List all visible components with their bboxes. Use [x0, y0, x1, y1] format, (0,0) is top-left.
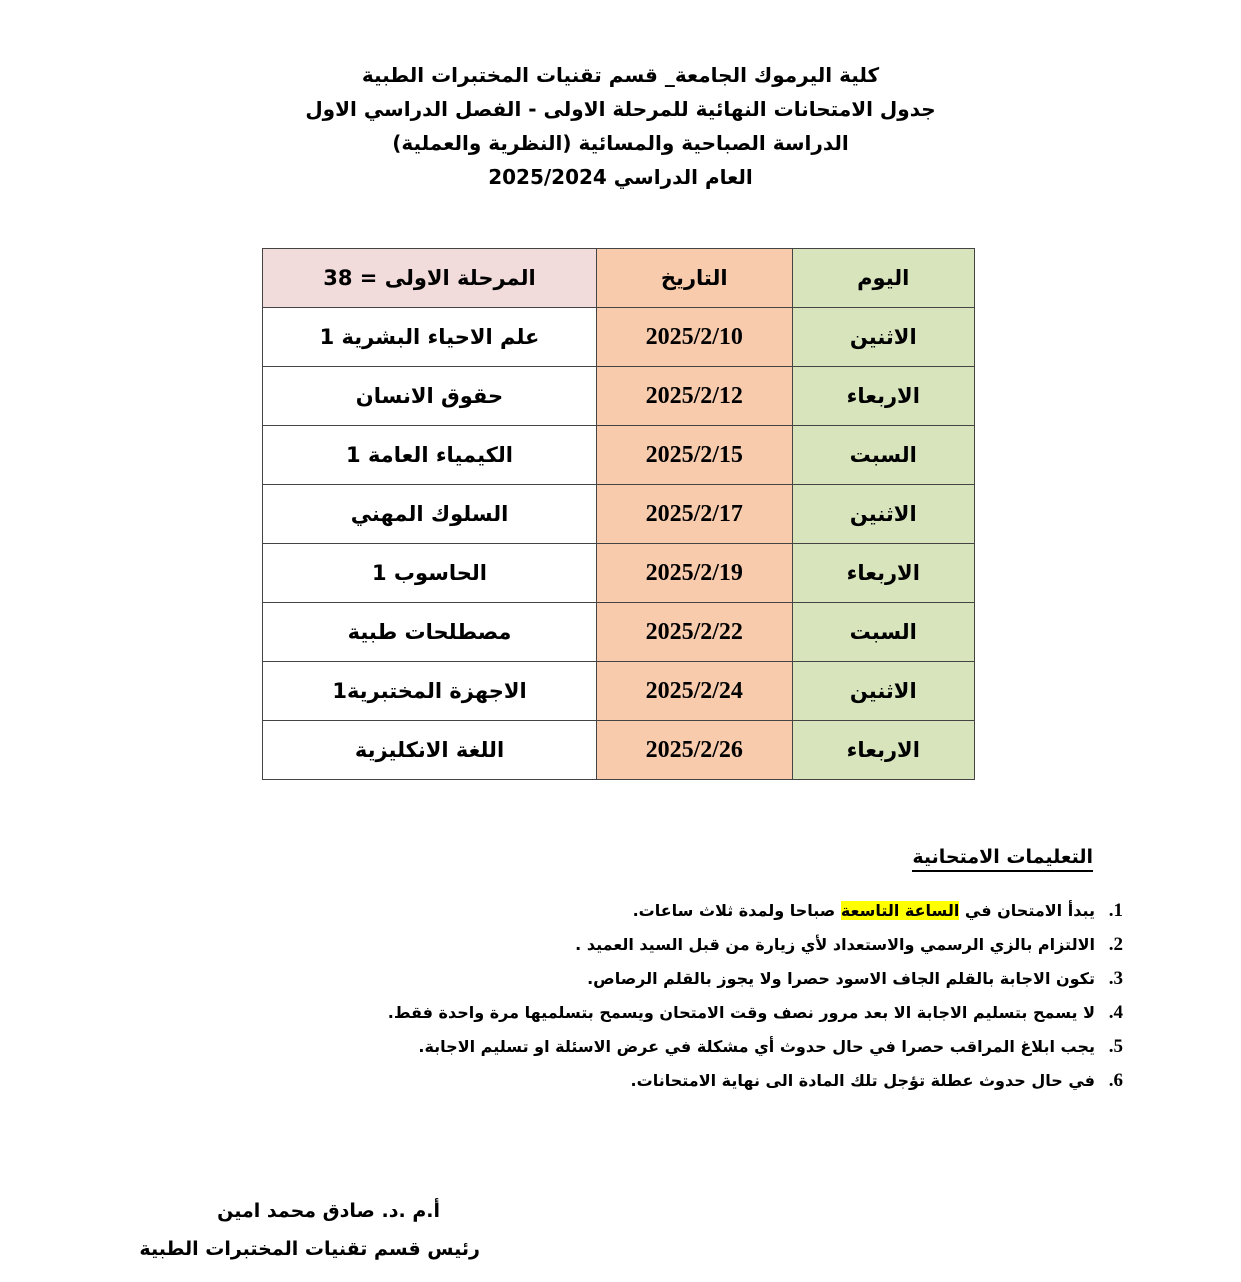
date-cell: [596, 367, 792, 426]
signature-block: [120, 1192, 480, 1268]
instruction-item: [223, 894, 1123, 928]
exam-instructions: [223, 846, 1123, 1098]
date-cell: [596, 662, 792, 721]
date-cell: [596, 603, 792, 662]
instruction-item: [223, 928, 1123, 962]
instruction-text: تكون الاجابة بالقلم الجاف الاسود حصرا ولا يجوز بالقلم الرصاص.: [587, 969, 1095, 988]
date-cell: [596, 308, 792, 367]
date-text: 2025/2/22: [645, 618, 743, 645]
date-text: 2025/2/12: [645, 382, 743, 409]
exam-schedule-table: [262, 248, 975, 780]
instruction-text: يجب ابلاغ المراقب حصرا في حال حدوث أي مشكلة في عرض الاسئلة او تسليم الاجابة.: [418, 1037, 1095, 1056]
instructions-title: التعليمات الامتحانية: [912, 846, 1093, 872]
subject-cell: مصطلحات طبية: [263, 603, 597, 662]
day-cell: الاربعاء: [792, 721, 974, 780]
date-text: 2025/2/10: [645, 323, 743, 350]
table-row: [263, 426, 975, 485]
table-row: [263, 308, 975, 367]
subject-cell: الكيمياء العامة 1: [263, 426, 597, 485]
instruction-item: [223, 1030, 1123, 1064]
table-row: [263, 603, 975, 662]
instruction-number: 4.: [1108, 1002, 1123, 1023]
instruction-number: 6.: [1108, 1070, 1123, 1091]
date-column-header: التاريخ: [596, 249, 792, 308]
instruction-item: [223, 962, 1123, 996]
instruction-number: 3.: [1108, 968, 1123, 989]
instruction-text: لا يسمح بتسليم الاجابة الا بعد مرور نصف وقت الامتحان ويسمح بتسلميها مرة واحدة فقط.: [387, 1003, 1095, 1022]
date-cell: [596, 485, 792, 544]
subject-cell: حقوق الانسان: [263, 367, 597, 426]
table-row: [263, 721, 975, 780]
date-cell: [596, 721, 792, 780]
date-cell: [596, 544, 792, 603]
study-type: الدراسة الصباحية والمسائية (النظرية والعملية): [392, 131, 849, 155]
subject-cell: الحاسوب 1: [263, 544, 597, 603]
subject-column-header: المرحلة الاولى = 38: [263, 249, 597, 308]
instruction-text: الالتزام بالزي الرسمي والاستعداد لأي زيارة من قبل السيد العميد .: [575, 935, 1095, 954]
instruction-number: 2.: [1108, 934, 1123, 955]
instruction-text: في حال حدوث عطلة تؤجل تلك المادة الى نهاية الامتحانات.: [630, 1071, 1095, 1090]
date-text: 2025/2/26: [645, 736, 743, 763]
day-cell: الاثنين: [792, 662, 974, 721]
instruction-number: 1.: [1108, 900, 1123, 921]
date-text: 2025/2/17: [645, 500, 743, 527]
highlighted-text: الساعة التاسعة: [840, 901, 960, 920]
subject-cell: اللغة الانكليزية: [263, 721, 597, 780]
date-text: 2025/2/19: [645, 559, 743, 586]
date-text: 2025/2/15: [645, 441, 743, 468]
signatory-title: رئيس قسم تقنيات المختبرات الطبية: [139, 1238, 480, 1260]
subject-cell: السلوك المهني: [263, 485, 597, 544]
subject-cell: الاجهزة المختبرية1: [263, 662, 597, 721]
table-row: [263, 485, 975, 544]
table-header-row: [263, 249, 975, 308]
day-cell: السبت: [792, 426, 974, 485]
instruction-item: [223, 1064, 1123, 1098]
day-cell: الاربعاء: [792, 544, 974, 603]
instructions-list: [223, 894, 1123, 1098]
instruction-item: [223, 996, 1123, 1030]
instruction-text-end: صباحا ولمدة ثلاث ساعات.: [632, 901, 841, 920]
date-text: 2025/2/24: [645, 677, 743, 704]
table-row: [263, 367, 975, 426]
table-row: [263, 662, 975, 721]
instruction-number: 5.: [1108, 1036, 1123, 1057]
signatory-name: أ.م .د. صادق محمد امين: [217, 1200, 440, 1222]
document-header: [0, 58, 1241, 194]
day-cell: الاثنين: [792, 308, 974, 367]
instruction-text: يبدأ الامتحان في: [959, 901, 1095, 920]
day-cell: الاربعاء: [792, 367, 974, 426]
schedule-title: جدول الامتحانات النهائية للمرحلة الاولى - الفصل الدراسي الاول: [305, 97, 936, 121]
day-cell: الاثنين: [792, 485, 974, 544]
day-column-header: اليوم: [792, 249, 974, 308]
day-cell: السبت: [792, 603, 974, 662]
college-title: كلية اليرموك الجامعة_ قسم تقنيات المختبرات الطبية: [361, 63, 880, 87]
subject-cell: علم الاحياء البشرية 1: [263, 308, 597, 367]
academic-year: العام الدراسي 2025/2024: [488, 165, 753, 189]
date-cell: [596, 426, 792, 485]
table-row: [263, 544, 975, 603]
